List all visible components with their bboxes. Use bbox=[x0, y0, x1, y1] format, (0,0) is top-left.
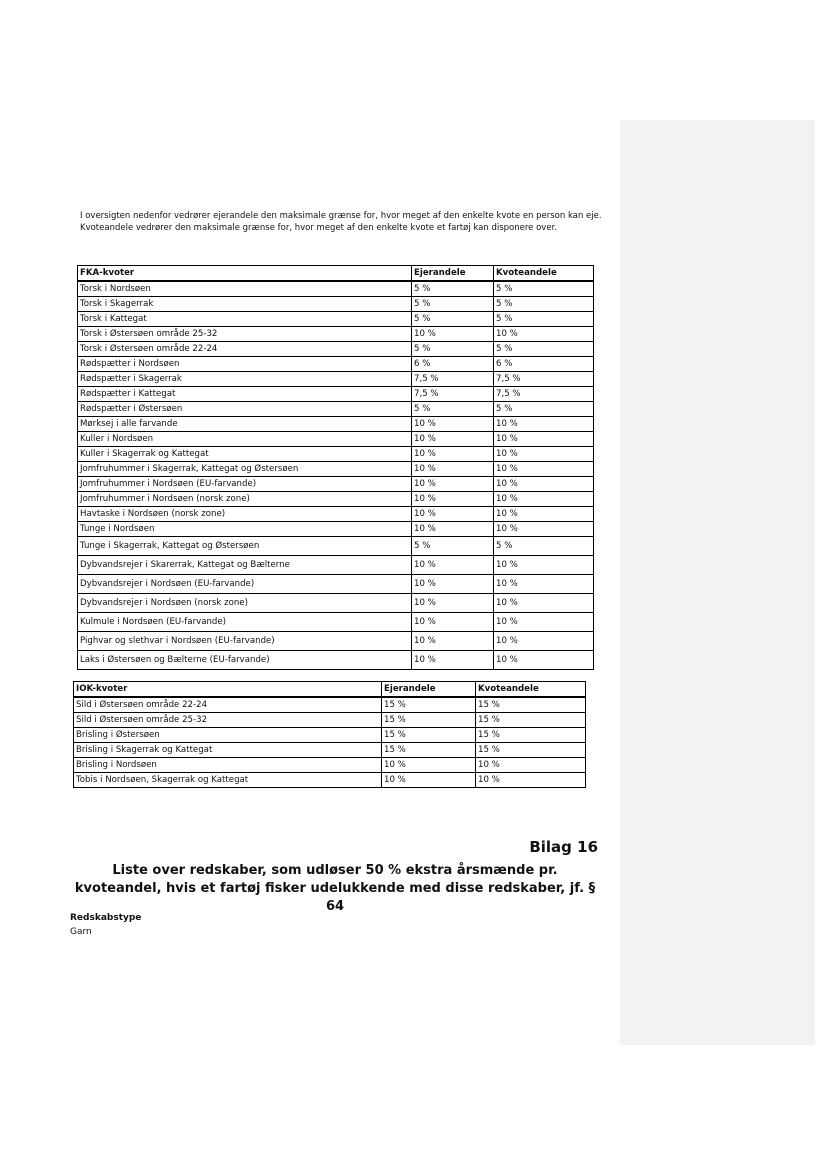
iok-quota-table bbox=[73, 681, 586, 788]
quota-share-cell: 15 % bbox=[476, 743, 586, 758]
quota-name-cell: Brisling i Østersøen bbox=[74, 728, 382, 743]
table-row bbox=[78, 372, 594, 387]
ownership-share-cell: 10 % bbox=[412, 447, 494, 462]
quota-name-cell: Torsk i Nordsøen bbox=[78, 281, 412, 297]
quota-share-cell: 10 % bbox=[494, 327, 594, 342]
quota-share-cell: 10 % bbox=[494, 632, 594, 651]
quota-share-cell: 10 % bbox=[494, 594, 594, 613]
ownership-share-cell: 10 % bbox=[412, 507, 494, 522]
quota-share-cell: 10 % bbox=[494, 417, 594, 432]
table-row bbox=[78, 387, 594, 402]
quota-name-cell: Rødspætter i Skagerrak bbox=[78, 372, 412, 387]
table-row bbox=[78, 594, 594, 613]
table-row bbox=[74, 743, 586, 758]
ownership-share-cell: 5 % bbox=[412, 281, 494, 297]
quota-name-cell: Mørksej i alle farvande bbox=[78, 417, 412, 432]
intro-text: I oversigten nedenfor vedrører ejerandele den maksimale grænse for, hvor meget af den enkelte kvote en person kan eje. Kvoteandele vedrører den maksimale grænse for, hvor meget af den enkelte kvote et fartøj kan disponere over. bbox=[80, 211, 602, 233]
quota-share-cell: 10 % bbox=[494, 432, 594, 447]
quota-name-cell: Pighvar og slethvar i Nordsøen (EU-farvande) bbox=[78, 632, 412, 651]
quota-share-cell: 5 % bbox=[494, 312, 594, 327]
header-cell: Ejerandele bbox=[382, 682, 476, 698]
scan-shadow bbox=[620, 120, 815, 1045]
ownership-share-cell: 10 % bbox=[412, 651, 494, 670]
intro-paragraph bbox=[80, 210, 612, 234]
ownership-share-cell: 5 % bbox=[412, 297, 494, 312]
quota-name-cell: Brisling i Skagerrak og Kattegat bbox=[74, 743, 382, 758]
quota-share-cell: 15 % bbox=[476, 697, 586, 713]
quota-name-cell: Dybvandsrejer i Nordsøen (norsk zone) bbox=[78, 594, 412, 613]
ownership-share-cell: 10 % bbox=[412, 327, 494, 342]
ownership-share-cell: 10 % bbox=[412, 632, 494, 651]
quota-name-cell: Torsk i Skagerrak bbox=[78, 297, 412, 312]
quota-share-cell: 10 % bbox=[494, 492, 594, 507]
ownership-share-cell: 15 % bbox=[382, 728, 476, 743]
ownership-share-cell: 15 % bbox=[382, 743, 476, 758]
quota-name-cell: Brisling i Nordsøen bbox=[74, 758, 382, 773]
ownership-share-cell: 10 % bbox=[412, 613, 494, 632]
ownership-share-cell: 15 % bbox=[382, 697, 476, 713]
quota-share-cell: 10 % bbox=[494, 651, 594, 670]
table-row bbox=[78, 281, 594, 297]
table-row bbox=[78, 342, 594, 357]
quota-name-cell: Kulmule i Nordsøen (EU-farvande) bbox=[78, 613, 412, 632]
quota-share-cell: 10 % bbox=[494, 522, 594, 537]
appendix-title: Liste over redskaber, som udløser 50 % ekstra årsmænde pr. kvoteandel, hvis et fartøj fisker udelukkende med disse redskaber, jf. § 64 bbox=[74, 863, 596, 914]
table-row bbox=[74, 773, 586, 788]
quota-share-cell: 10 % bbox=[494, 575, 594, 594]
quota-name-cell: Rødspætter i Østersøen bbox=[78, 402, 412, 417]
ownership-share-cell: 10 % bbox=[412, 575, 494, 594]
table-row bbox=[74, 697, 586, 713]
ownership-share-cell: 10 % bbox=[412, 594, 494, 613]
quota-share-cell: 10 % bbox=[494, 447, 594, 462]
ownership-share-cell: 10 % bbox=[412, 522, 494, 537]
ownership-share-cell: 5 % bbox=[412, 312, 494, 327]
quota-name-cell: Tobis i Nordsøen, Skagerrak og Kattegat bbox=[74, 773, 382, 788]
table-row bbox=[78, 447, 594, 462]
ownership-share-cell: 7,5 % bbox=[412, 372, 494, 387]
quota-name-cell: Jomfruhummer i Nordsøen (EU-farvande) bbox=[78, 477, 412, 492]
table-row bbox=[78, 575, 594, 594]
ownership-share-cell: 10 % bbox=[412, 556, 494, 575]
quota-name-cell: Sild i Østersøen område 25-32 bbox=[74, 713, 382, 728]
quota-share-cell: 5 % bbox=[494, 402, 594, 417]
ownership-share-cell: 10 % bbox=[412, 432, 494, 447]
quota-name-cell: Havtaske i Nordsøen (norsk zone) bbox=[78, 507, 412, 522]
ownership-share-cell: 5 % bbox=[412, 537, 494, 556]
table-row bbox=[78, 537, 594, 556]
table-row bbox=[78, 462, 594, 477]
quota-share-cell: 15 % bbox=[476, 713, 586, 728]
quota-name-cell: Dybvandsrejer i Nordsøen (EU-farvande) bbox=[78, 575, 412, 594]
quota-name-cell: Jomfruhummer i Skagerrak, Kattegat og Østersøen bbox=[78, 462, 412, 477]
table-header-row bbox=[78, 266, 594, 282]
quota-share-cell: 10 % bbox=[476, 773, 586, 788]
table-row bbox=[78, 417, 594, 432]
table-row bbox=[78, 312, 594, 327]
quota-name-cell: Sild i Østersøen område 22-24 bbox=[74, 697, 382, 713]
quota-share-cell: 10 % bbox=[476, 758, 586, 773]
quota-name-cell: Torsk i Østersøen område 22-24 bbox=[78, 342, 412, 357]
quota-share-cell: 7,5 % bbox=[494, 387, 594, 402]
quota-share-cell: 10 % bbox=[494, 556, 594, 575]
header-cell: Ejerandele bbox=[412, 266, 494, 282]
quota-name-cell: Torsk i Østersøen område 25-32 bbox=[78, 327, 412, 342]
gear-type-value: Garn bbox=[70, 927, 92, 937]
quota-share-cell: 10 % bbox=[494, 462, 594, 477]
fka-quota-table bbox=[77, 265, 594, 670]
table-row bbox=[78, 651, 594, 670]
quota-name-cell: Jomfruhummer i Nordsøen (norsk zone) bbox=[78, 492, 412, 507]
table-row bbox=[78, 297, 594, 312]
table-row bbox=[78, 492, 594, 507]
table-row bbox=[78, 556, 594, 575]
table-header-row bbox=[74, 682, 586, 698]
header-cell: Kvoteandele bbox=[476, 682, 586, 698]
table-row bbox=[78, 432, 594, 447]
quota-name-cell: Dybvandsrejer i Skarerrak, Kattegat og Bælterne bbox=[78, 556, 412, 575]
quota-name-cell: Tunge i Skagerrak, Kattegat og Østersøen bbox=[78, 537, 412, 556]
quota-share-cell: 10 % bbox=[494, 477, 594, 492]
ownership-share-cell: 10 % bbox=[412, 492, 494, 507]
quota-share-cell: 5 % bbox=[494, 297, 594, 312]
gear-type-heading: Redskabstype bbox=[70, 913, 142, 923]
quota-share-cell: 10 % bbox=[494, 613, 594, 632]
quota-name-cell: Kuller i Skagerrak og Kattegat bbox=[78, 447, 412, 462]
table-row bbox=[78, 357, 594, 372]
quota-share-cell: 15 % bbox=[476, 728, 586, 743]
table-row bbox=[78, 327, 594, 342]
table-row bbox=[78, 632, 594, 651]
table-row bbox=[74, 728, 586, 743]
quota-name-cell: Laks i Østersøen og Bælterne (EU-farvande) bbox=[78, 651, 412, 670]
table-row bbox=[78, 477, 594, 492]
quota-name-cell: Rødspætter i Nordsøen bbox=[78, 357, 412, 372]
quota-share-cell: 5 % bbox=[494, 537, 594, 556]
table-row bbox=[78, 507, 594, 522]
ownership-share-cell: 10 % bbox=[412, 417, 494, 432]
quota-name-cell: Kuller i Nordsøen bbox=[78, 432, 412, 447]
table-row bbox=[78, 522, 594, 537]
quota-name-cell: Tunge i Nordsøen bbox=[78, 522, 412, 537]
quota-name-cell: Rødspætter i Kattegat bbox=[78, 387, 412, 402]
quota-share-cell: 6 % bbox=[494, 357, 594, 372]
ownership-share-cell: 6 % bbox=[412, 357, 494, 372]
ownership-share-cell: 10 % bbox=[382, 773, 476, 788]
table-row bbox=[78, 402, 594, 417]
ownership-share-cell: 7,5 % bbox=[412, 387, 494, 402]
quota-name-cell: Torsk i Kattegat bbox=[78, 312, 412, 327]
table-row bbox=[78, 613, 594, 632]
quota-share-cell: 5 % bbox=[494, 281, 594, 297]
quota-share-cell: 7,5 % bbox=[494, 372, 594, 387]
appendix-label: Bilag 16 bbox=[529, 838, 598, 856]
quota-share-cell: 10 % bbox=[494, 507, 594, 522]
header-cell: FKA-kvoter bbox=[78, 266, 412, 282]
ownership-share-cell: 10 % bbox=[412, 477, 494, 492]
quota-share-cell: 5 % bbox=[494, 342, 594, 357]
header-cell: IOK-kvoter bbox=[74, 682, 382, 698]
ownership-share-cell: 5 % bbox=[412, 342, 494, 357]
ownership-share-cell: 15 % bbox=[382, 713, 476, 728]
table-row bbox=[74, 758, 586, 773]
header-cell: Kvoteandele bbox=[494, 266, 594, 282]
table-row bbox=[74, 713, 586, 728]
ownership-share-cell: 10 % bbox=[412, 462, 494, 477]
ownership-share-cell: 10 % bbox=[382, 758, 476, 773]
ownership-share-cell: 5 % bbox=[412, 402, 494, 417]
